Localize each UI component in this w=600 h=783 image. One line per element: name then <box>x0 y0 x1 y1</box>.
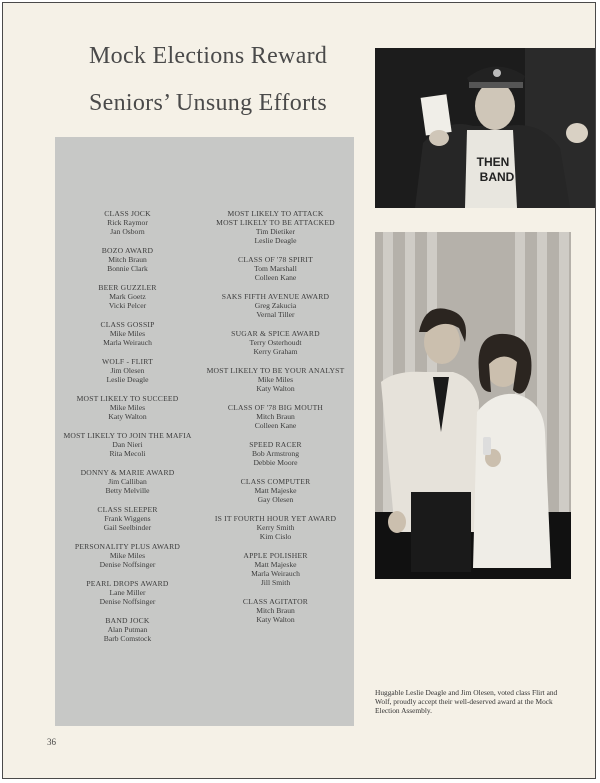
award-winner: Mike Miles <box>257 375 294 384</box>
yearbook-page <box>2 2 596 779</box>
award-winner: Denise Noffsinger <box>99 560 156 569</box>
award-entry <box>55 431 200 458</box>
award-entry <box>55 394 200 421</box>
award-winner: Betty Melville <box>105 486 150 495</box>
couple-illustration <box>375 232 571 579</box>
award-entry <box>197 551 354 587</box>
award-title: APPLE POLISHER <box>243 551 308 560</box>
award-winner: Vernal Tiller <box>256 310 295 319</box>
award-title: CLASS OF '78 BIG MOUTH <box>227 403 324 412</box>
headline-line-2: Seniors’ Unsung Efforts <box>89 90 327 116</box>
award-winner: Mitch Braun <box>256 412 295 421</box>
award-winner: Jill Smith <box>260 578 291 587</box>
award-winner: Mitch Braun <box>108 255 147 264</box>
award-entry <box>55 357 200 384</box>
award-title: CLASS COMPUTER <box>240 477 311 486</box>
award-winner: Mike Miles <box>109 403 146 412</box>
award-entry <box>55 468 200 495</box>
award-title-second-line: MOST LIKELY TO BE ATTACKED <box>216 218 335 227</box>
award-winner: Kim Cislo <box>259 532 292 541</box>
award-winner: Leslie Deagle <box>254 236 297 245</box>
award-winner: Dan Nieri <box>112 440 143 449</box>
awards-box <box>55 137 354 726</box>
award-title: BEER GUZZLER <box>98 283 157 292</box>
award-title: PEARL DROPS AWARD <box>86 579 169 588</box>
award-entry <box>197 209 354 245</box>
award-winner: Marla Weirauch <box>251 569 300 578</box>
shirt-text-1: THEN <box>476 155 510 169</box>
award-winner: Tom Marshall <box>254 264 297 273</box>
award-entry <box>197 366 354 393</box>
award-winner: Mike Miles <box>109 551 146 560</box>
award-winner: Matt Majeske <box>254 486 297 495</box>
award-winner: Katy Walton <box>256 384 295 393</box>
award-title: BOZO AWARD <box>101 246 154 255</box>
award-winner: Jan Osborn <box>110 227 145 236</box>
award-winner: Gay Olesen <box>257 495 294 504</box>
award-winner: Debbie Moore <box>253 458 298 467</box>
award-entry <box>197 403 354 430</box>
award-winner: Colleen Kane <box>254 421 297 430</box>
award-winner: Marla Weirauch <box>103 338 152 347</box>
award-winner: Terry Osterhoudt <box>249 338 302 347</box>
award-winner: Bob Armstrong <box>251 449 300 458</box>
award-winner: Denise Noffsinger <box>99 597 156 606</box>
award-entry <box>197 440 354 467</box>
photo-band-member <box>375 48 596 208</box>
award-winner: Jim Olesen <box>110 366 145 375</box>
award-title: PERSONALITY PLUS AWARD <box>74 542 181 551</box>
award-entry <box>197 292 354 319</box>
award-winner: Katy Walton <box>256 615 295 624</box>
award-winner: Bonnie Clark <box>107 264 148 273</box>
award-entry <box>197 597 354 624</box>
award-title: WOLF - FLIRT <box>102 357 153 366</box>
award-entry <box>197 477 354 504</box>
award-entry <box>55 542 200 569</box>
headline-line-1: Mock Elections Reward <box>89 43 328 69</box>
award-entry <box>197 255 354 282</box>
award-winner: Matt Majeske <box>254 560 297 569</box>
award-entry <box>55 246 200 273</box>
award-entry <box>197 329 354 356</box>
award-title: MOST LIKELY TO BE YOUR ANALYST <box>206 366 345 375</box>
award-title: MOST LIKELY TO ATTACK <box>227 209 324 218</box>
award-entry <box>197 514 354 541</box>
award-winner: Greg Zakucia <box>254 301 297 310</box>
award-winner: Mark Goetz <box>109 292 146 301</box>
award-winner: Barb Comstock <box>103 634 152 643</box>
award-title: IS IT FOURTH HOUR YET AWARD <box>214 514 337 523</box>
award-entry <box>55 283 200 310</box>
page-number: 36 <box>47 737 56 747</box>
award-winner: Mitch Braun <box>256 606 295 615</box>
award-entry <box>55 579 200 606</box>
award-title: CLASS GOSSIP <box>100 320 155 329</box>
photo-couple <box>375 232 571 579</box>
awards-column-left <box>55 209 200 653</box>
award-title: SPEED RACER <box>249 440 302 449</box>
award-winner: Kerry Smith <box>256 523 295 532</box>
award-entry <box>55 320 200 347</box>
award-winner: Rick Raymor <box>107 218 148 227</box>
award-entry <box>55 505 200 532</box>
award-title: MOST LIKELY TO SUCCEED <box>76 394 179 403</box>
award-winner: Frank Wiggens <box>104 514 151 523</box>
award-title: SUGAR & SPICE AWARD <box>231 329 320 338</box>
photo-caption: Huggable Leslie Deagle and Jim Olesen, voted class Flirt and Wolf, proudly accept their well-deserved award at the Mock Election Assembly. <box>375 688 558 715</box>
awards-column-right <box>197 209 354 634</box>
award-winner: Leslie Deagle <box>106 375 149 384</box>
award-winner: Lane Miller <box>109 588 146 597</box>
award-winner: Kerry Graham <box>253 347 298 356</box>
award-title: BAND JOCK <box>105 616 150 625</box>
award-title: MOST LIKELY TO JOIN THE MAFIA <box>63 431 192 440</box>
award-title: CLASS AGITATOR <box>242 597 309 606</box>
award-title: SAKS FIFTH AVENUE AWARD <box>221 292 330 301</box>
award-winner: Colleen Kane <box>254 273 297 282</box>
award-title: DONNY & MARIE AWARD <box>80 468 175 477</box>
award-winner: Tim Dietiker <box>255 227 296 236</box>
award-title: CLASS OF '78 SPIRIT <box>237 255 313 264</box>
award-title: CLASS SLEEPER <box>97 505 158 514</box>
award-winner: Alan Putman <box>107 625 148 634</box>
award-winner: Vicki Pelcer <box>108 301 147 310</box>
award-winner: Rita Mecoli <box>109 449 146 458</box>
shirt-text-2: BAND <box>479 170 515 184</box>
award-winner: Katy Walton <box>108 412 147 421</box>
band-member-illustration <box>375 48 596 208</box>
award-entry <box>55 209 200 236</box>
award-winner: Gail Seelbinder <box>103 523 152 532</box>
award-winner: Jim Calliban <box>108 477 147 486</box>
award-winner: Mike Miles <box>109 329 146 338</box>
award-title: CLASS JOCK <box>104 209 151 218</box>
award-entry <box>55 616 200 643</box>
